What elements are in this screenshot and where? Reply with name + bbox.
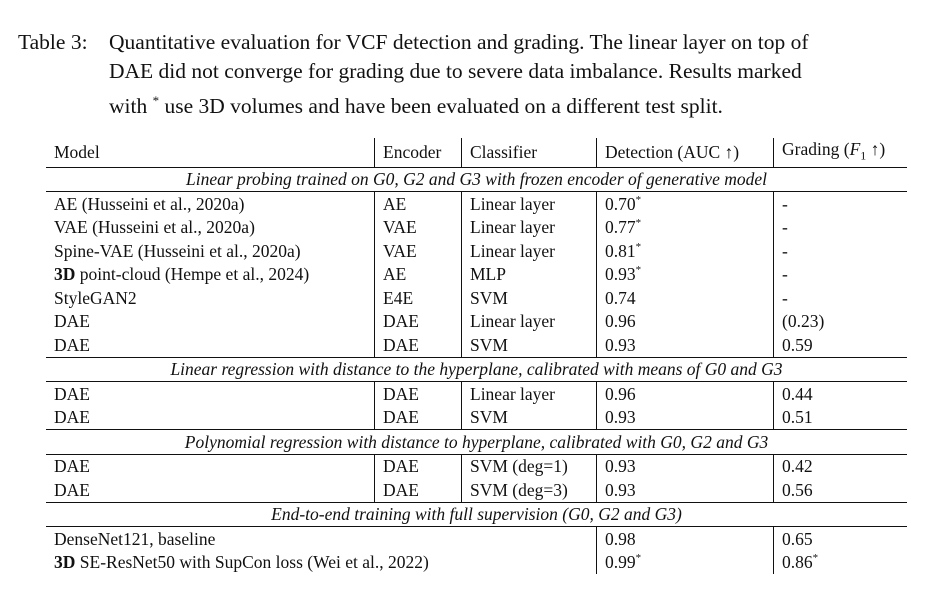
caption-star: *: [152, 93, 160, 108]
section-title: Linear regression with distance to the hyperplane, calibrated with means of G0 and G3: [46, 357, 907, 382]
model-name: DAE: [54, 383, 90, 404]
cell-model: [46, 216, 375, 240]
table-row: [46, 551, 907, 575]
grading-star: *: [812, 552, 819, 565]
cell-model: [46, 333, 375, 357]
cell-grading: [774, 310, 908, 334]
cell-classifier: SVM: [462, 286, 597, 310]
cell-model: [46, 478, 375, 502]
model-name: AE (Husseini et al., 2020a): [54, 193, 245, 214]
cell-encoder: AE: [375, 192, 462, 216]
table-row: [46, 263, 907, 287]
detection-star: *: [635, 217, 642, 230]
header-grading: [774, 138, 908, 167]
cell-grading: [774, 406, 908, 430]
cell-detection: [597, 382, 774, 406]
section-header-row: [46, 167, 907, 192]
header-classifier: Classifier: [462, 138, 597, 167]
detection-value: 0.74: [605, 287, 636, 308]
cell-detection: [597, 406, 774, 430]
table-row: [46, 478, 907, 502]
section-header-row: [46, 502, 907, 527]
cell-model: [46, 406, 375, 430]
cell-detection: [597, 192, 774, 216]
cell-encoder: AE: [375, 263, 462, 287]
grading-value: 0.51: [782, 407, 813, 428]
caption-line-3: [109, 86, 933, 121]
header-grading-sub: 1: [860, 148, 867, 163]
cell-model: [46, 263, 375, 287]
grading-value: 0.65: [782, 528, 813, 549]
cell-grading: [774, 263, 908, 287]
cell-grading: [774, 382, 908, 406]
cell-grading: [774, 551, 908, 575]
cell-encoder: VAE: [375, 239, 462, 263]
detection-value: 0.99: [605, 552, 636, 573]
results-table: [46, 138, 907, 574]
table-body: [46, 167, 907, 574]
table-header-row: [46, 138, 907, 167]
model-name: DenseNet121, baseline: [54, 528, 216, 549]
cell-detection: [597, 239, 774, 263]
table-row: [46, 333, 907, 357]
model-name: DAE: [54, 479, 90, 500]
model-name: point-cloud (Hempe et al., 2024): [75, 264, 310, 285]
detection-star: *: [635, 240, 642, 253]
section-header-row: [46, 357, 907, 382]
cell-detection: [597, 527, 774, 551]
cell-encoder: DAE: [375, 333, 462, 357]
detection-value: 0.81: [605, 240, 636, 261]
detection-star: *: [635, 193, 642, 206]
cell-detection: [597, 478, 774, 502]
cell-classifier: SVM (deg=3): [462, 478, 597, 502]
table-caption: [18, 28, 933, 121]
table-row: [46, 310, 907, 334]
detection-star: *: [635, 264, 642, 277]
grading-value: -: [782, 193, 788, 214]
detection-value: 0.93: [605, 479, 636, 500]
cell-grading: [774, 454, 908, 478]
model-bold-prefix: 3D: [54, 264, 76, 285]
caption-line-3-post: use 3D volumes and have been evaluated on a different test split.: [164, 94, 723, 119]
caption-text: [109, 28, 933, 121]
table-row: [46, 216, 907, 240]
detection-value: 0.77: [605, 217, 636, 238]
model-name: SE-ResNet50 with SupCon loss (Wei et al., 2022): [75, 552, 429, 573]
cell-model: [46, 551, 597, 575]
cell-detection: [597, 551, 774, 575]
cell-model: [46, 310, 375, 334]
grading-value: -: [782, 287, 788, 308]
grading-value: -: [782, 217, 788, 238]
cell-classifier: Linear layer: [462, 310, 597, 334]
detection-star: *: [635, 552, 642, 565]
table-row: [46, 382, 907, 406]
detection-value: 0.96: [605, 311, 636, 332]
cell-encoder: DAE: [375, 382, 462, 406]
model-name: StyleGAN2: [54, 287, 137, 308]
cell-detection: [597, 216, 774, 240]
cell-model: [46, 527, 597, 551]
grading-value: -: [782, 264, 788, 285]
cell-detection: [597, 454, 774, 478]
caption-line-2: DAE did not converge for grading due to severe data imbalance. Results marked: [109, 59, 802, 83]
header-encoder: Encoder: [375, 138, 462, 167]
cell-encoder: DAE: [375, 454, 462, 478]
table-row: [46, 286, 907, 310]
cell-classifier: SVM (deg=1): [462, 454, 597, 478]
header-grading-f: F: [849, 139, 861, 159]
grading-value: 0.44: [782, 383, 813, 404]
model-name: DAE: [54, 456, 90, 477]
model-name: DAE: [54, 334, 90, 355]
cell-model: [46, 382, 375, 406]
model-name: DAE: [54, 311, 90, 332]
detection-value: 0.98: [605, 528, 636, 549]
grading-value: (0.23): [782, 311, 825, 332]
grading-value: 0.86: [782, 552, 813, 573]
cell-detection: [597, 310, 774, 334]
cell-model: [46, 454, 375, 478]
table-row: [46, 454, 907, 478]
header-detection: Detection (AUC ↑): [597, 138, 774, 167]
cell-classifier: MLP: [462, 263, 597, 287]
cell-grading: [774, 216, 908, 240]
table-row: [46, 192, 907, 216]
section-header-row: [46, 430, 907, 455]
cell-model: [46, 286, 375, 310]
section-title: Linear probing trained on G0, G2 and G3 with frozen encoder of generative model: [46, 167, 907, 192]
table-row: [46, 406, 907, 430]
detection-value: 0.93: [605, 264, 636, 285]
detection-value: 0.70: [605, 193, 636, 214]
detection-value: 0.96: [605, 383, 636, 404]
grading-value: 0.42: [782, 456, 813, 477]
grading-value: 0.59: [782, 334, 813, 355]
model-name: Spine-VAE (Husseini et al., 2020a): [54, 240, 301, 261]
model-name: DAE: [54, 407, 90, 428]
cell-grading: [774, 527, 908, 551]
detection-value: 0.93: [605, 407, 636, 428]
table-row: [46, 239, 907, 263]
cell-classifier: SVM: [462, 406, 597, 430]
cell-encoder: DAE: [375, 310, 462, 334]
cell-grading: [774, 192, 908, 216]
cell-classifier: Linear layer: [462, 239, 597, 263]
cell-grading: [774, 286, 908, 310]
section-title: End-to-end training with full supervision (G0, G2 and G3): [46, 502, 907, 527]
cell-encoder: E4E: [375, 286, 462, 310]
cell-encoder: DAE: [375, 406, 462, 430]
cell-detection: [597, 333, 774, 357]
cell-classifier: SVM: [462, 333, 597, 357]
cell-detection: [597, 286, 774, 310]
cell-classifier: Linear layer: [462, 382, 597, 406]
model-name: VAE (Husseini et al., 2020a): [54, 217, 255, 238]
header-grading-post: ↑): [866, 139, 886, 159]
caption-line-3-pre: with: [109, 94, 148, 119]
cell-detection: [597, 263, 774, 287]
grading-value: -: [782, 240, 788, 261]
table-row: [46, 527, 907, 551]
caption-line-1: Quantitative evaluation for VCF detection and grading. The linear layer on top of: [109, 30, 809, 54]
detection-value: 0.93: [605, 456, 636, 477]
results-table-wrapper: [46, 138, 907, 574]
header-model: Model: [46, 138, 375, 167]
detection-value: 0.93: [605, 334, 636, 355]
cell-classifier: Linear layer: [462, 216, 597, 240]
header-grading-pre: Grading (: [782, 139, 850, 159]
cell-model: [46, 192, 375, 216]
grading-value: 0.56: [782, 479, 813, 500]
cell-model: [46, 239, 375, 263]
section-title: Polynomial regression with distance to hyperplane, calibrated with G0, G2 and G3: [46, 430, 907, 455]
cell-grading: [774, 478, 908, 502]
cell-grading: [774, 333, 908, 357]
cell-encoder: VAE: [375, 216, 462, 240]
caption-label: Table 3:: [18, 30, 88, 54]
model-bold-prefix: 3D: [54, 552, 76, 573]
cell-classifier: Linear layer: [462, 192, 597, 216]
cell-encoder: DAE: [375, 478, 462, 502]
cell-grading: [774, 239, 908, 263]
